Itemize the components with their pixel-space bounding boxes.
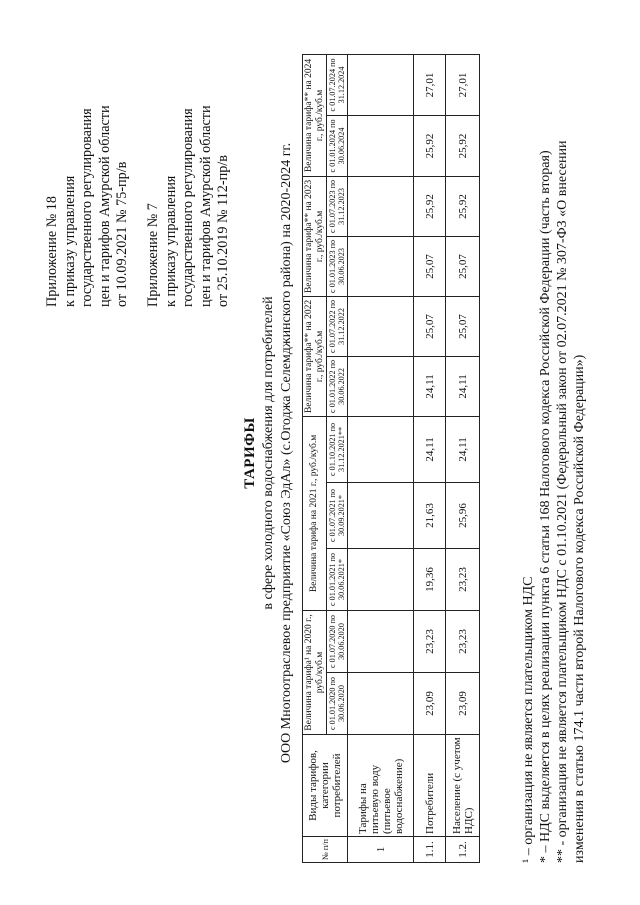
tariff-cell: 21,63 <box>414 482 446 548</box>
header-line: государственного регулирования <box>79 107 96 307</box>
tariffs-table <box>302 53 480 862</box>
period-header: с 01.10.2021 по 31.12.2021** <box>327 416 348 482</box>
header-line: Приложение № 18 <box>44 195 60 307</box>
period-header: с 01.07.2024 по 31.12.2024 <box>327 54 348 115</box>
tariff-cell <box>348 296 414 356</box>
header-line: от 10.09.2021 № 75-пр/в <box>114 161 131 307</box>
tariff-cell: 25,92 <box>446 176 480 236</box>
tariff-cell <box>348 236 414 296</box>
footnotes <box>520 23 588 863</box>
document-title: ТАРИФЫ <box>242 416 258 489</box>
tariff-cell <box>348 356 414 416</box>
tariff-cell: 23,09 <box>414 672 446 734</box>
tariff-cell: 23,23 <box>446 548 480 610</box>
column-header-type: Виды тарифов, категории потребителей <box>303 734 348 836</box>
table-row <box>414 54 446 862</box>
column-group-2023: Величина тарифа** на 2023 г., руб./куб.м <box>303 176 327 296</box>
tariff-cell <box>348 54 414 115</box>
tariff-cell <box>348 672 414 734</box>
row-category: Население (с учетом НДС) <box>446 734 480 836</box>
period-header: с 01.07.2020 по 30.06.2020 <box>327 610 348 672</box>
tariff-cell: 24,11 <box>446 356 480 416</box>
tariff-cell <box>348 176 414 236</box>
tariff-cell <box>348 416 414 482</box>
tariff-cell: 25,07 <box>446 236 480 296</box>
header-line: цен и тарифов Амурской области <box>197 104 214 307</box>
tariff-cell <box>348 548 414 610</box>
column-group-2021: Величина тарифа на 2021 г., руб./куб.м <box>303 416 327 610</box>
tariff-cell: 23,23 <box>414 610 446 672</box>
period-header: с 01.07.2023 по 31.12.2023 <box>327 176 348 236</box>
document-subtitle-organization: ООО Многоотраслевое предприятие «Союз ЭдАл» (с.Огоджа Селемджинского района) на 2020-2024 гг. <box>279 142 294 763</box>
row-number: 1.2. <box>446 836 480 862</box>
column-header-number: № п/п <box>303 836 348 862</box>
period-header: с 01.01.2020 по 30.06.2020 <box>327 672 348 734</box>
footnote-vat-since-2021: ** - организация не является плательщиком НДС с 01.10.2021 (Федеральный закон от 02.07.2021 № 307-ФЗ «О внесении <box>555 139 570 863</box>
table-row <box>446 54 480 862</box>
tariff-cell: 27,01 <box>446 54 480 115</box>
tariff-cell: 25,07 <box>414 296 446 356</box>
period-header: с 01.07.2022 по 31.12.2022 <box>327 296 348 356</box>
header-line: Приложение № 7 <box>145 202 161 307</box>
tariff-cell: 25,07 <box>446 296 480 356</box>
header-line: к приказу управления <box>61 175 78 307</box>
tariff-cell: 23,09 <box>446 672 480 734</box>
tariff-cell <box>348 482 414 548</box>
header-line: от 25.10.2019 № 112-пр/в <box>215 154 232 307</box>
header-line: цен и тарифов Амурской области <box>96 104 113 307</box>
document-subtitle: в сфере холодного водоснабжения для потребителей <box>261 295 276 610</box>
table-header-row <box>303 54 327 862</box>
appendix-header-7 <box>145 17 233 307</box>
tariff-cell: 24,11 <box>446 416 480 482</box>
tariff-cell: 25,92 <box>414 115 446 176</box>
tariff-cell: 23,23 <box>446 610 480 672</box>
column-group-2022: Величина тарифа** на 2022 г., руб./куб.м <box>303 296 327 416</box>
header-line: к приказу управления <box>162 175 179 307</box>
tariff-cell: 25,96 <box>446 482 480 548</box>
tariff-cell: 27,01 <box>414 54 446 115</box>
column-group-2020: Величина тарифа¹ на 2020 г., руб./куб.м <box>303 610 327 734</box>
footnote-vat-exempt: ¹ – организация не является плательщиком НДС <box>521 576 536 863</box>
period-header: с 01.01.2022 по 30.06.2022 <box>327 356 348 416</box>
row-number: 1 <box>348 836 414 862</box>
row-category: Тарифы на питьевую воду (питьевое водоснабжение) <box>348 734 414 836</box>
row-category: Потребители <box>414 734 446 836</box>
column-group-2024: Величина тарифа** на 2024 г., руб./куб.м <box>303 54 327 176</box>
appendix-header-18 <box>44 17 132 307</box>
tariff-cell: 24,11 <box>414 416 446 482</box>
row-number: 1.1. <box>414 836 446 862</box>
tariff-cell: 24,11 <box>414 356 446 416</box>
tariff-cell: 25,92 <box>414 176 446 236</box>
rotated-document-page <box>20 13 620 893</box>
footnote-vat-allocated: * – НДС выделяется в целях реализации пункта 6 статьи 168 Налогового кодекса Российской Федерации (часть вторая) <box>538 149 553 863</box>
tariff-cell: 25,07 <box>414 236 446 296</box>
footnote-vat-since-2021-cont: изменения в статью 174.1 части второй Налогового кодекса Российской Федерации») <box>572 354 587 863</box>
tariff-cell: 19,36 <box>414 548 446 610</box>
period-header: с 01.07.2021 по 30.09.2021* <box>327 482 348 548</box>
header-line: государственного регулирования <box>180 107 197 307</box>
period-header: с 01.01.2024 по 30.06.2024 <box>327 115 348 176</box>
tariff-cell: 25,92 <box>446 115 480 176</box>
period-header: с 01.01.2023 по 30.06.2023 <box>327 236 348 296</box>
tariff-cell <box>348 115 414 176</box>
tariff-cell <box>348 610 414 672</box>
period-header: с 01.01.2021 по 30.06.2021* <box>327 548 348 610</box>
table-row <box>348 54 414 862</box>
